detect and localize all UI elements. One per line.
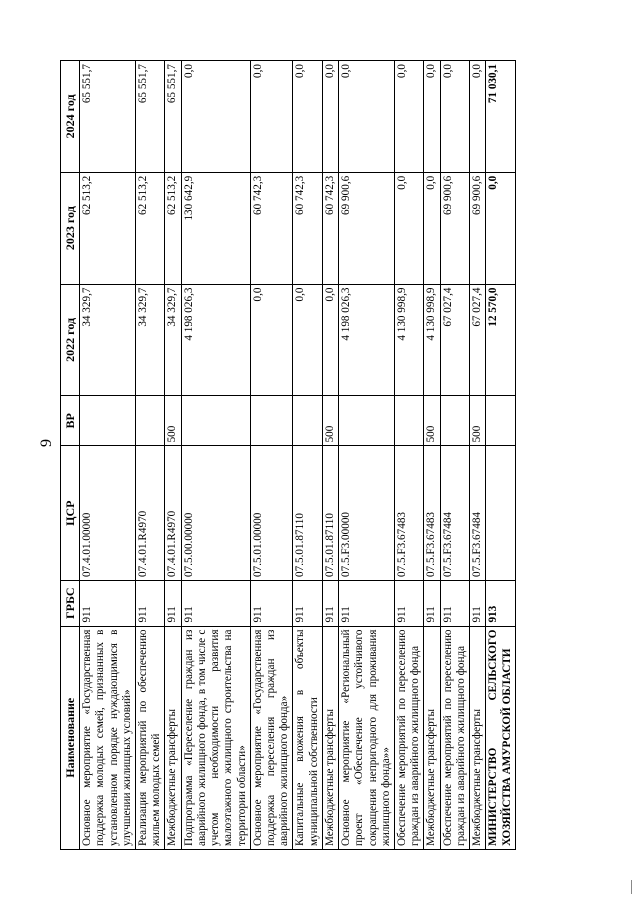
cell-csr: 07.5.00.00000 bbox=[181, 446, 250, 581]
cell-2023: 0,0 bbox=[394, 172, 423, 284]
cell-vr bbox=[394, 396, 423, 446]
cell-csr: 07.4.01.R4970 bbox=[136, 446, 165, 581]
cell-2024: 71 030,1 bbox=[486, 61, 515, 173]
page-number: 9 bbox=[38, 439, 55, 447]
table-row bbox=[136, 61, 165, 850]
table-row bbox=[394, 61, 423, 850]
cell-2023: 62 513,2 bbox=[165, 172, 181, 284]
table-row bbox=[470, 61, 486, 850]
header-csr: ЦСР bbox=[61, 446, 80, 581]
cell-grbs: 911 bbox=[470, 580, 486, 626]
cell-name: Межбюджетные трансферты bbox=[424, 626, 440, 849]
cell-2023: 62 513,2 bbox=[136, 172, 165, 284]
cell-grbs: 911 bbox=[80, 580, 136, 626]
cell-2024: 0,0 bbox=[181, 61, 250, 173]
cell-name: Подпрограмма «Переселение граждан из аварийного жилищного фонда, в том числе с учетом необходимости развития малоэтажного жилищного строительства на территории области» bbox=[181, 626, 250, 849]
cell-csr: 07.5.01.87110 bbox=[293, 446, 322, 581]
cell-csr: 07.4.01.R4970 bbox=[165, 446, 181, 581]
cell-name: Межбюджетные трансферты bbox=[470, 626, 486, 849]
table-row bbox=[424, 61, 440, 850]
rotated-page-content bbox=[60, 60, 584, 850]
cell-name: Обеспечение мероприятий по переселению граждан из аварийного жилищного фонда bbox=[394, 626, 423, 849]
cell-2022: 4 198 026,3 bbox=[181, 284, 250, 396]
cell-2024: 0,0 bbox=[339, 61, 395, 173]
table-body bbox=[80, 61, 516, 850]
cell-vr bbox=[181, 396, 250, 446]
cell-csr: 07.5.01.87110 bbox=[322, 446, 338, 581]
cell-csr: 07.5.F3.67483 bbox=[424, 446, 440, 581]
cell-grbs: 913 bbox=[486, 580, 515, 626]
cell-csr bbox=[486, 446, 515, 581]
cell-vr bbox=[80, 396, 136, 446]
cell-grbs: 911 bbox=[394, 580, 423, 626]
cell-2022: 67 027,4 bbox=[440, 284, 469, 396]
cell-2022: 0,0 bbox=[250, 284, 293, 396]
cell-csr: 07.5.F3.67484 bbox=[470, 446, 486, 581]
cell-2023: 62 513,2 bbox=[80, 172, 136, 284]
cell-vr bbox=[293, 396, 322, 446]
header-2024: 2024 год bbox=[61, 61, 80, 173]
cell-2023: 60 742,3 bbox=[293, 172, 322, 284]
cell-grbs: 911 bbox=[293, 580, 322, 626]
table-row bbox=[250, 61, 293, 850]
cell-2022: 4 198 026,3 bbox=[339, 284, 395, 396]
cell-2023: 69 900,6 bbox=[339, 172, 395, 284]
cell-name: Обеспечение мероприятий по переселению граждан из аварийного жилищного фонда bbox=[440, 626, 469, 849]
cell-name: МИНИСТЕРСТВО СЕЛЬСКОГО ХОЗЯЙСТВА АМУРСКОЙ ОБЛАСТИ bbox=[486, 626, 515, 849]
cell-2024: 0,0 bbox=[293, 61, 322, 173]
cell-vr: 500 bbox=[424, 396, 440, 446]
cell-vr: 500 bbox=[165, 396, 181, 446]
cell-name: Основное мероприятие «Региональный проект «Обеспечение устойчивого сокращения непригодного для проживания жилищного фонда»» bbox=[339, 626, 395, 849]
table-row bbox=[181, 61, 250, 850]
table-row bbox=[486, 61, 515, 850]
cell-name: Межбюджетные трансферты bbox=[165, 626, 181, 849]
cell-name: Межбюджетные трансферты bbox=[322, 626, 338, 849]
cell-2024: 65 551,7 bbox=[165, 61, 181, 173]
budget-table bbox=[60, 60, 516, 850]
table-row bbox=[80, 61, 136, 850]
cell-csr: 07.5.F3.00000 bbox=[339, 446, 395, 581]
cell-2024: 0,0 bbox=[322, 61, 338, 173]
table-row bbox=[293, 61, 322, 850]
cell-2022: 4 130 998,9 bbox=[394, 284, 423, 396]
cell-2022: 34 329,7 bbox=[80, 284, 136, 396]
cell-2024: 0,0 bbox=[470, 61, 486, 173]
cell-csr: 07.5.F3.67484 bbox=[440, 446, 469, 581]
cell-2024: 0,0 bbox=[440, 61, 469, 173]
table-row bbox=[440, 61, 469, 850]
cell-name: Капитальные вложения в объекты муниципальной собственности bbox=[293, 626, 322, 849]
cell-2024: 0,0 bbox=[424, 61, 440, 173]
cell-2022: 0,0 bbox=[293, 284, 322, 396]
cell-2022: 4 130 998,9 bbox=[424, 284, 440, 396]
table-row bbox=[322, 61, 338, 850]
cell-2023: 69 900,6 bbox=[440, 172, 469, 284]
cell-grbs: 911 bbox=[165, 580, 181, 626]
cell-2023: 0,0 bbox=[424, 172, 440, 284]
cell-2024: 0,0 bbox=[250, 61, 293, 173]
table-row bbox=[339, 61, 395, 850]
table-row bbox=[165, 61, 181, 850]
cell-name: Реализация мероприятий по обеспечению жильем молодых семей bbox=[136, 626, 165, 849]
cell-csr: 07.5.F3.67483 bbox=[394, 446, 423, 581]
cell-vr bbox=[440, 396, 469, 446]
cell-2024: 65 551,7 bbox=[80, 61, 136, 173]
scan-edge-mark bbox=[631, 880, 632, 894]
table-header-row bbox=[61, 61, 80, 850]
cell-name: Основное мероприятие «Государственная поддержка молодых семей, признанных в установленном порядке нуждающимися в улучшении жилищных условий» bbox=[80, 626, 136, 849]
cell-csr: 07.4.01.00000 bbox=[80, 446, 136, 581]
cell-grbs: 911 bbox=[440, 580, 469, 626]
cell-2022: 34 329,7 bbox=[165, 284, 181, 396]
cell-grbs: 911 bbox=[181, 580, 250, 626]
cell-grbs: 911 bbox=[339, 580, 395, 626]
header-2022: 2022 год bbox=[61, 284, 80, 396]
cell-vr bbox=[250, 396, 293, 446]
header-grbs: ГРБС bbox=[61, 580, 80, 626]
cell-vr bbox=[339, 396, 395, 446]
cell-2022: 67 027,4 bbox=[470, 284, 486, 396]
cell-2023: 0,0 bbox=[486, 172, 515, 284]
cell-2023: 60 742,3 bbox=[250, 172, 293, 284]
cell-grbs: 911 bbox=[250, 580, 293, 626]
cell-grbs: 911 bbox=[424, 580, 440, 626]
cell-2022: 12 570,0 bbox=[486, 284, 515, 396]
cell-csr: 07.5.01.00000 bbox=[250, 446, 293, 581]
cell-2024: 65 551,7 bbox=[136, 61, 165, 173]
cell-2022: 34 329,7 bbox=[136, 284, 165, 396]
cell-vr bbox=[486, 396, 515, 446]
cell-2022: 0,0 bbox=[322, 284, 338, 396]
cell-grbs: 911 bbox=[136, 580, 165, 626]
cell-name: Основное мероприятие «Государственная поддержка переселения граждан из аварийного жилищного фонда» bbox=[250, 626, 293, 849]
cell-2023: 60 742,3 bbox=[322, 172, 338, 284]
cell-vr bbox=[136, 396, 165, 446]
cell-2023: 130 642,9 bbox=[181, 172, 250, 284]
cell-vr: 500 bbox=[470, 396, 486, 446]
header-name: Наименование bbox=[61, 626, 80, 849]
cell-grbs: 911 bbox=[322, 580, 338, 626]
cell-2024: 0,0 bbox=[394, 61, 423, 173]
cell-vr: 500 bbox=[322, 396, 338, 446]
header-vr: ВР bbox=[61, 396, 80, 446]
cell-2023: 69 900,6 bbox=[470, 172, 486, 284]
header-2023: 2023 год bbox=[61, 172, 80, 284]
